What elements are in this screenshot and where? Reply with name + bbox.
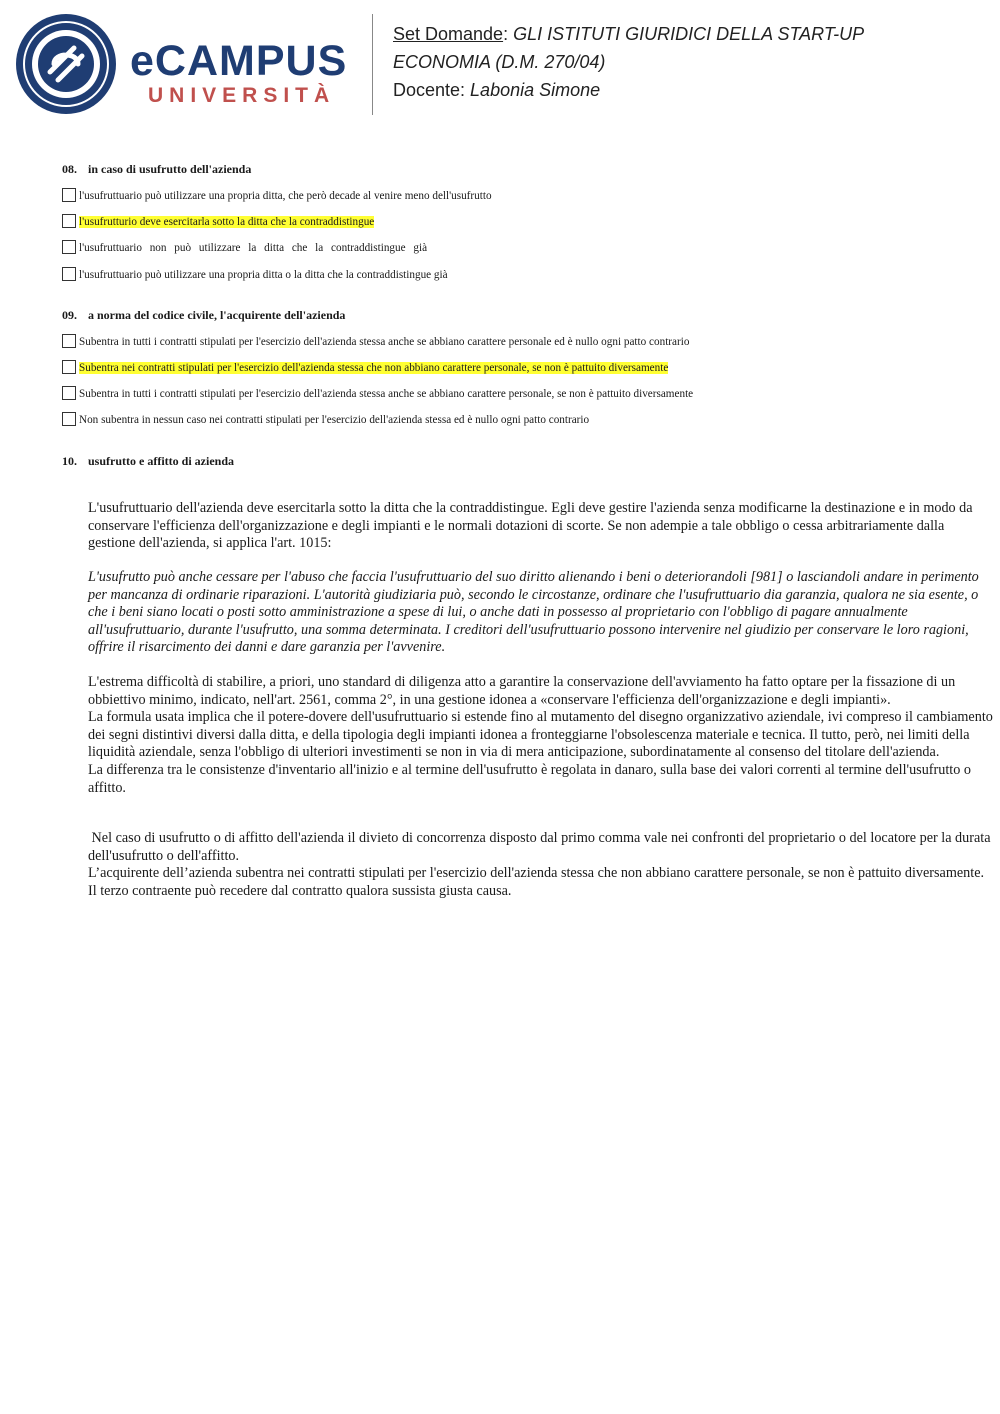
checkbox[interactable] — [62, 188, 76, 202]
checkbox[interactable] — [62, 334, 76, 348]
header-info — [393, 20, 983, 104]
question-10-title: 10. usufrutto e affitto di azienda — [62, 454, 234, 468]
docente-label: Docente: — [393, 80, 471, 100]
answer-paragraph-4: Nel caso di usufrutto o di affitto dell'azienda il divieto di concorrenza disposto dal primo comma vale nei confronti del proprietario o del locatore per la durata dell'usufrutto o dell'affitto. L’acquirente dell’azienda subentra nei contratti stipulati per l'esercizio dell'azienda stessa che non abbiano carattere personale, se non è pattuito diversamente. Il terzo contraente può recedere dal contratto qualora sussista giusta causa. — [88, 830, 995, 899]
page-header — [0, 0, 1000, 130]
question-08-option-1[interactable]: l'usufruttuario può utilizzare una propria ditta, che però decade al venire meno dell'usufrutto — [62, 188, 492, 204]
course-title-line1: GLI ISTITUTI GIURIDICI DELLA START-UP — [513, 24, 865, 44]
set-label: Set Domande — [393, 24, 504, 44]
question-08-option-4[interactable]: l'usufruttuario può utilizzare una propria ditta o la ditta che la contraddistingue già — [62, 267, 448, 283]
question-08-title: 08. in caso di usufrutto dell'azienda — [62, 162, 252, 176]
checkbox[interactable] — [62, 412, 76, 426]
answer-paragraph-1: L'usufruttuario dell'azienda deve esercitarla sotto la ditta che la contraddistingue. Egli deve gestire l'azienda senza modificarne la destinazione e in modo da conservare l'efficienza dell'organizzazione e degli impianti e le normali dotazioni di scorte. Se non adempie a tale obbligo o cessa arbitrariamente dalla gestione dell'azienda, si applica l'art. 1015: — [88, 500, 973, 552]
question-09-title: 09. a norma del codice civile, l'acquirente dell'azienda — [62, 308, 346, 322]
question-09-option-3[interactable]: Subentra in tutti i contratti stipulati per l'esercizio dell'azienda stessa anche se abbiano carattere personale, se non è pattuito diversamente — [62, 386, 693, 402]
question-08-option-3[interactable]: l'usufruttuario non può utilizzare la ditta che la contraddistingue già — [62, 240, 427, 256]
brand-name: eCAMPUS — [130, 37, 348, 85]
checkbox[interactable] — [62, 267, 76, 281]
checkbox[interactable] — [62, 240, 76, 254]
header-divider — [372, 14, 373, 115]
answer-paragraph-quote: L'usufrutto può anche cessare per l'abuso che faccia l'usufruttuario del suo diritto alienando i beni o deteriorandoli [981] o lasciandoli andare in perimento per mancanza di ordinarie riparazioni. L'autorità giudiziaria può, secondo le circostanze, ordinare che l'usufruttuario dia garanzia, qualora ne sia esente, o che i beni siano locati o posti sotto amministrazione a spese di lui, o anche dati in possesso al proprietario con l'obbligo di pagare annualmente all'usufruttuario, durante l'usufrutto, una somma determinata. I creditori dell'usufruttuario possono intervenire nel giudizio per conservare le loro ragioni, offrire il risarcimento dei danni e dare garanzia per l'avvenire. — [88, 569, 979, 656]
docente-line — [393, 76, 983, 104]
university-seal-logo — [14, 12, 118, 116]
brand-logo — [130, 38, 347, 108]
brand-subtitle: UNIVERSITÀ — [148, 84, 336, 107]
highlighted-answer: Subentra nei contratti stipulati per l'esercizio dell'azienda stessa che non abbiano carattere personale, se non è pattuito diversamente — [79, 362, 669, 374]
docente-name: Labonia Simone — [470, 80, 601, 100]
course-title: Set Domande: GLI ISTITUTI GIURIDICI DELLA START-UP — [393, 24, 865, 44]
checkbox[interactable] — [62, 360, 76, 374]
highlighted-answer: l'usufrutturio deve esercitarla sotto la ditta che la contraddistingue — [79, 216, 375, 228]
course-title-line2: ECONOMIA (D.M. 270/04) — [393, 52, 606, 72]
checkbox[interactable] — [62, 214, 76, 228]
question-09-option-2[interactable] — [62, 360, 668, 376]
question-09-option-4[interactable]: Non subentra in nessun caso nei contratti stipulati per l'esercizio dell'azienda stessa ed è nullo ogni patto contrario — [62, 412, 589, 428]
answer-paragraph-3: L'estrema difficoltà di stabilire, a priori, uno standard di diligenza atto a garantire la conservazione dell'avviamento ha fatto optare per la fissazione di un obbiettivo minimo, indicato, nell'art. 2561, comma 2°, in una gestione idonea a «conservare l'efficienza dell'organizzazione e degli impianti». La formula usata implica che il potere-dovere dell'usufruttuario si estende fino al mutamento del disegno organizzativo aziendale, ivi compreso il cambiamento dei segni distintivi diversi dalla ditta, e della tipologia degli impianti idonea a fronteggiarne l'obsolescenza materiale e tecnica. Il tutto, però, nei limiti della liquidità aziendale, senza l'obbligo di ulteriori investimenti se non in via di mera anticipazione, subordinatamente al consenso del titolare dell'azienda. La differenza tra le consistenze d'inventario all'inizio e al termine dell'usufrutto è regolata in danaro, sulla base dei valori correnti al termine dell'usufrutto o affitto. — [88, 674, 993, 796]
question-08-option-2[interactable] — [62, 214, 374, 230]
checkbox[interactable] — [62, 386, 76, 400]
question-09-option-1[interactable]: Subentra in tutti i contratti stipulati per l'esercizio dell'azienda stessa anche se abbiano carattere personale ed è nullo ogni patto contrario — [62, 334, 689, 350]
